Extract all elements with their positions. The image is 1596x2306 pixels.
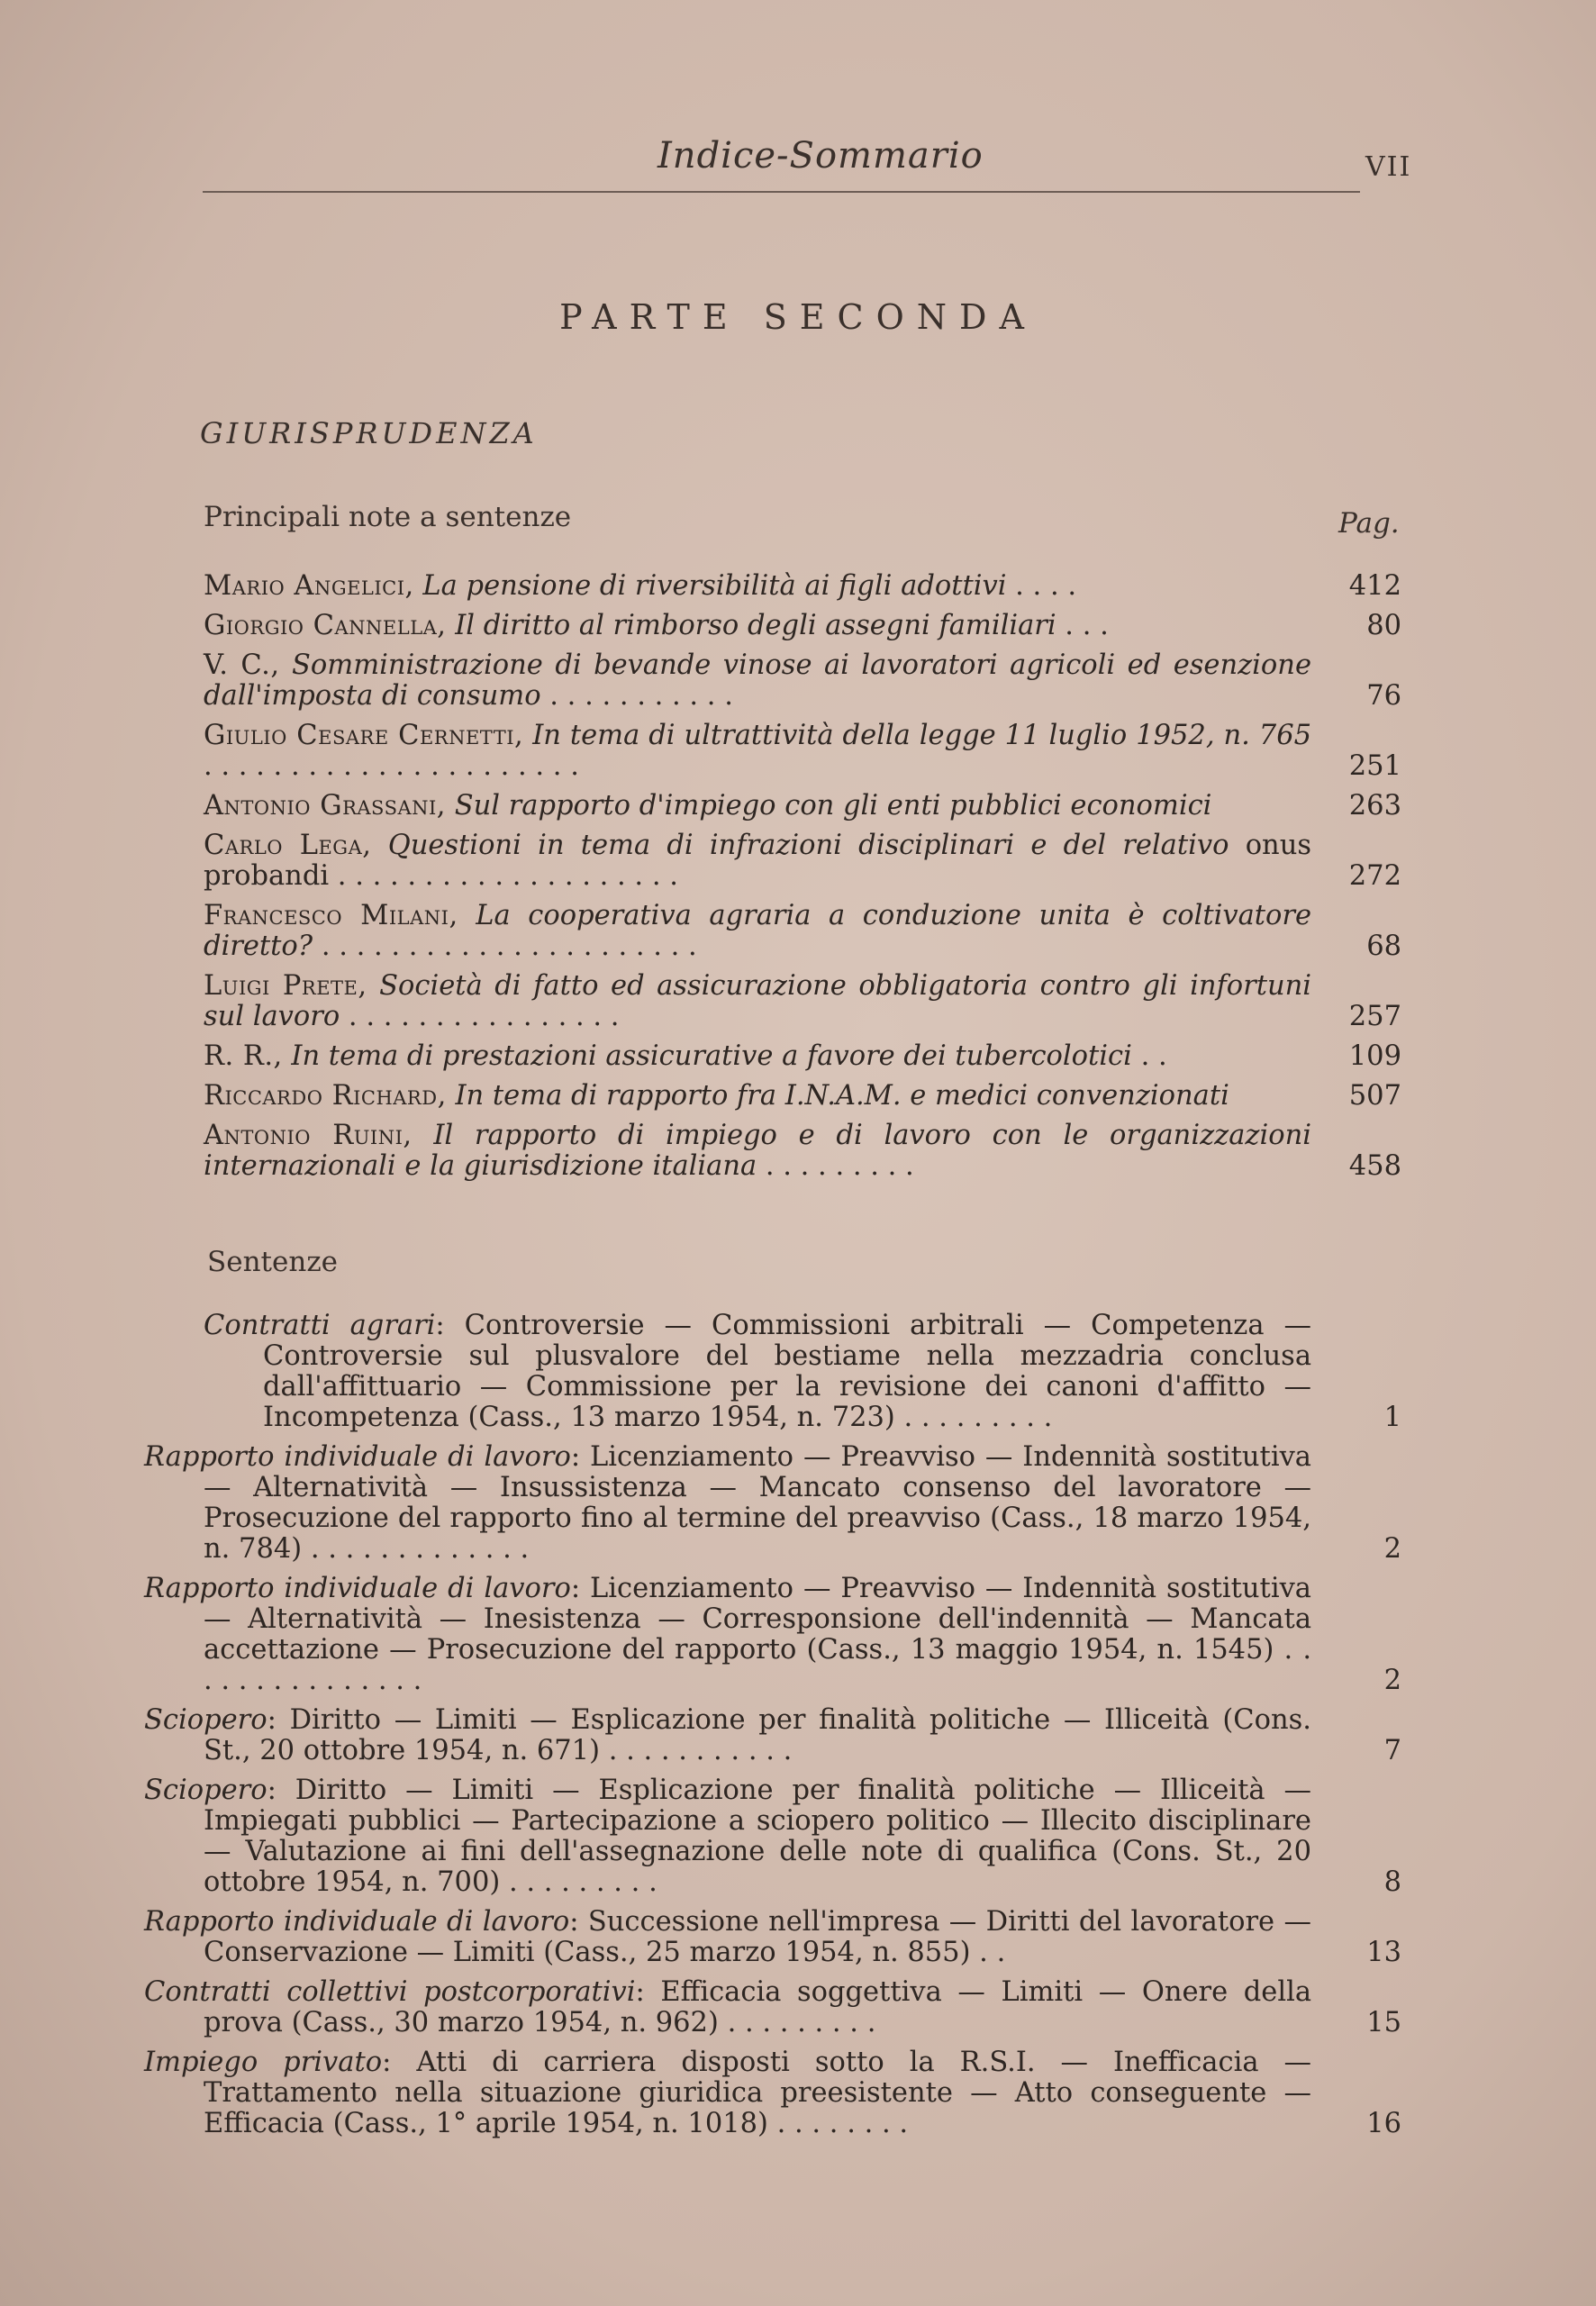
note-title-plain: onus probandi bbox=[204, 830, 1311, 892]
note-page: 68 bbox=[1366, 931, 1401, 962]
note-page: 412 bbox=[1348, 570, 1401, 602]
dot-leader: . . . . . . . . bbox=[767, 2108, 909, 2139]
sentenza-topic: Sciopero bbox=[144, 1775, 268, 1806]
note-entry bbox=[204, 901, 1401, 962]
note-entry bbox=[204, 571, 1401, 602]
note-author: Carlo Lega, bbox=[204, 830, 372, 861]
sentenza-page: 8 bbox=[1383, 1866, 1401, 1898]
note-page: 76 bbox=[1366, 680, 1401, 712]
dot-leader: . . . . . . . . . bbox=[894, 1402, 1053, 1433]
sentenza-text: : Diritto — Limiti — Esplicazione per finalità politiche — Illiceità — Impiegati pubblici — Partecipazione a sciopero politico — Illecito disciplinare — Valutazione ai fini dell'assegnazione delle note di qualifica (Cons. St., 20 ottobre 1954, n. 700) bbox=[204, 1775, 1311, 1898]
sentenze-heading: Sentenze bbox=[207, 1246, 338, 1278]
sentenza-text: : Successione nell'impresa — Diritti del lavoratore — Conservazione — Limiti (Cass., 25 marzo 1954, n. 855) bbox=[204, 1906, 1311, 1968]
sentenza-topic: Impiego privato bbox=[144, 2047, 383, 2078]
note-author: R. R., bbox=[204, 1040, 283, 1072]
note-entry bbox=[204, 721, 1401, 782]
section-title: GIURISPRUDENZA bbox=[200, 416, 538, 450]
dot-leader: . . . . . . . . . . . . . . . bbox=[204, 1634, 1312, 1696]
note-entry bbox=[204, 971, 1401, 1032]
sentenza-entry bbox=[144, 1573, 1401, 1696]
note-page: 257 bbox=[1348, 1001, 1401, 1032]
sentenza-entry bbox=[144, 1976, 1401, 2038]
sentenza-page: 1 bbox=[1383, 1402, 1401, 1433]
dot-leader: . . . . . . . . . bbox=[757, 1150, 914, 1182]
page-column-label: Pag. bbox=[1338, 507, 1400, 540]
notes-heading: Principali note a sentenze bbox=[204, 501, 572, 533]
sentenza-page: 15 bbox=[1366, 2007, 1401, 2038]
note-entry bbox=[204, 1081, 1401, 1112]
note-entry bbox=[204, 611, 1401, 641]
note-author: Francesco Milani, bbox=[204, 900, 458, 931]
note-author: Giulio Cesare Cernetti, bbox=[204, 720, 524, 751]
note-author: Giorgio Cannella, bbox=[204, 610, 447, 641]
sentenza-page: 7 bbox=[1383, 1735, 1401, 1766]
note-title: In tema di ultrattività della legge 11 luglio 1952, n. 765 bbox=[532, 720, 1312, 751]
dot-leader: . . . . bbox=[1006, 570, 1077, 602]
note-author: Riccardo Richard, bbox=[204, 1080, 447, 1112]
sentenza-page: 2 bbox=[1383, 1533, 1401, 1565]
dot-leader: . . . bbox=[1056, 610, 1109, 641]
note-title: La pensione di riversibilità ai figli adottivi bbox=[422, 570, 1007, 602]
sentenza-entry bbox=[144, 1906, 1401, 1968]
note-author: Antonio Grassani, bbox=[204, 790, 446, 822]
note-author: Antonio Ruini, bbox=[204, 1120, 413, 1151]
note-title: Somministrazione di bevande vinose ai lavoratori agricoli ed esenzione dall'imposta di consumo bbox=[204, 649, 1311, 712]
note-page: 263 bbox=[1348, 790, 1401, 822]
notes-list bbox=[204, 571, 1401, 1191]
note-page: 458 bbox=[1348, 1150, 1401, 1182]
note-title: Sul rapporto d'impiego con gli enti pubblici economici bbox=[454, 790, 1212, 822]
note-title: In tema di rapporto fra I.N.A.M. e medici convenzionati bbox=[455, 1080, 1229, 1112]
note-title: Società di fatto ed assicurazione obbligatoria contro gli infortuni sul lavoro bbox=[204, 970, 1311, 1032]
note-entry bbox=[204, 791, 1401, 822]
dot-leader: . . . . . . . . . . . . . . . . . . . . . . bbox=[313, 931, 697, 962]
sentenza-topic: Rapporto individuale di lavoro bbox=[144, 1441, 571, 1473]
sentenza-topic: Contratti collettivi postcorporativi bbox=[144, 1976, 636, 2008]
sentenza-topic: Contratti agrari bbox=[204, 1310, 436, 1341]
sentenza-entry bbox=[144, 1704, 1401, 1766]
dot-leader: . . bbox=[970, 1937, 1006, 1968]
sentenza-entry bbox=[144, 2047, 1401, 2139]
sentenza-text: : Efficacia soggettiva — Limiti — Onere della prova (Cass., 30 marzo 1954, n. 962) bbox=[204, 1976, 1312, 2038]
running-head: Indice-Sommario bbox=[657, 135, 984, 177]
sentenza-text: : Licenziamento — Preavviso — Indennità sostitutiva — Alternatività — Insussistenza — Mancato consenso del lavoratore — Prosecuzione del rapporto fino al termine del preavviso (Cass., 18 marzo 1954, n. 784) bbox=[204, 1441, 1311, 1565]
note-title: La cooperativa agraria a conduzione unita è coltivatore diretto? bbox=[204, 900, 1311, 962]
header-rule bbox=[203, 191, 1360, 193]
sentenza-text: : Licenziamento — Preavviso — Indennità sostitutiva — Alternatività — Inesistenza — Corresponsione dell'indennità — Mancata accettazione — Prosecuzione del rapporto (Cass., 13 maggio 1954, n. 1545) bbox=[204, 1573, 1311, 1666]
note-title: Questioni in tema di infrazioni disciplinari e del relativo bbox=[387, 830, 1229, 861]
dot-leader: . . . . . . . . . bbox=[718, 2007, 876, 2038]
sentenza-entry bbox=[144, 1775, 1401, 1898]
dot-leader: . . . . . . . . . . . . . . . . . . . . . . bbox=[204, 750, 579, 782]
dot-leader: . . . . . . . . . . . . . . . . . . . . bbox=[329, 860, 678, 892]
sentenza-page: 16 bbox=[1366, 2108, 1401, 2139]
note-author: Luigi Prete, bbox=[204, 970, 367, 1002]
sentenza-text: : Diritto — Limiti — Esplicazione per finalità politiche — Illiceità (Cons. St., 20 ottobre 1954, n. 671) bbox=[204, 1704, 1311, 1766]
sentenza-text: : Controversie — Commissioni arbitrali — Competenza — Controversie sul plusvalore del bestiame nella mezzadria conclusa dall'affittuario — Commissione per la revisione dei canoni d'affitto — Incompetenza (Cass., 13 marzo 1954, n. 723) bbox=[263, 1310, 1311, 1433]
sentenza-topic: Rapporto individuale di lavoro bbox=[144, 1906, 570, 1938]
part-title: PARTE SECONDA bbox=[559, 297, 1037, 337]
note-page: 109 bbox=[1348, 1040, 1401, 1072]
note-title: Il rapporto di impiego e di lavoro con le organizzazioni internazionali e la giurisdizione italiana bbox=[204, 1120, 1311, 1182]
note-page: 507 bbox=[1348, 1080, 1401, 1112]
note-page: 251 bbox=[1348, 750, 1401, 782]
page-number: VII bbox=[1365, 151, 1412, 183]
note-entry bbox=[204, 831, 1401, 892]
note-title: In tema di prestazioni assicurative a favore dei tubercolotici bbox=[291, 1040, 1132, 1072]
sentenza-entry bbox=[144, 1441, 1401, 1565]
note-page: 80 bbox=[1366, 610, 1401, 641]
sentenza-entry bbox=[204, 1311, 1401, 1433]
dot-leader: . . . . . . . . . . . bbox=[540, 680, 733, 712]
dot-leader: . . . . . . . . . . . . . . . . bbox=[340, 1001, 620, 1032]
note-page: 272 bbox=[1348, 860, 1401, 892]
note-entry bbox=[204, 650, 1401, 712]
dot-leader: . . . . . . . . . . . . . bbox=[302, 1533, 530, 1565]
sentenza-page: 13 bbox=[1366, 1937, 1401, 1968]
sentenza-topic: Sciopero bbox=[144, 1704, 268, 1736]
sentenza-page: 2 bbox=[1383, 1665, 1401, 1696]
dot-leader: . . . . . . . . . . . bbox=[600, 1735, 793, 1766]
dot-leader: . . . . . . . . . bbox=[500, 1866, 657, 1898]
sentenza-topic: Rapporto individuale di lavoro bbox=[144, 1573, 571, 1604]
sentenze-list bbox=[144, 1310, 1401, 2148]
note-title: Il diritto al rimborso degli assegni familiari bbox=[455, 610, 1056, 641]
dot-leader: . . bbox=[1131, 1040, 1167, 1072]
note-entry bbox=[204, 1121, 1401, 1182]
sentenza-text: : Atti di carriera disposti sotto la R.S.I. — Inefficacia — Trattamento nella situazione giuridica preesistente — Atto conseguente — Efficacia (Cass., 1° aprile 1954, n. 1018) bbox=[204, 2047, 1311, 2139]
note-entry bbox=[204, 1041, 1401, 1072]
note-author: Mario Angelici, bbox=[204, 570, 414, 602]
note-author: V. C., bbox=[204, 649, 280, 681]
